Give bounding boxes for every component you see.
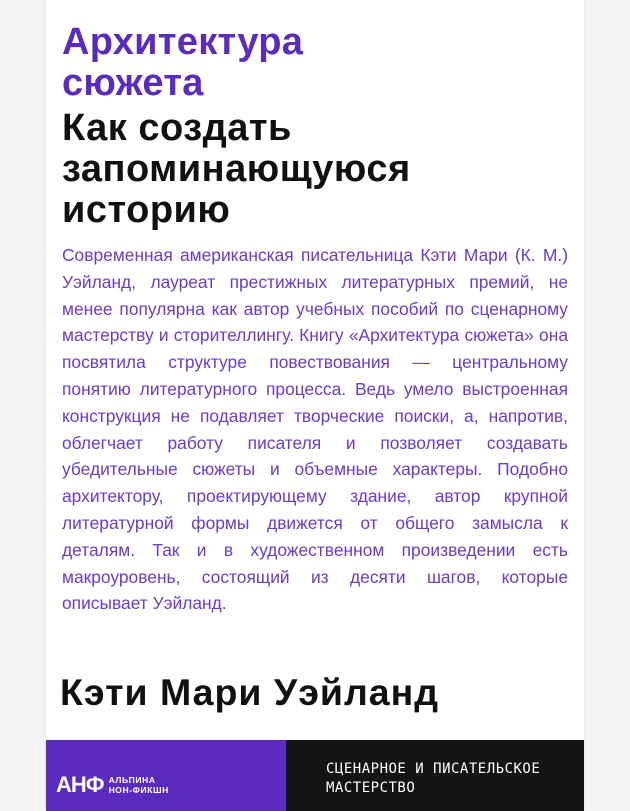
book-description: Современная американская писательница Кэти Мари (К. М.) Уэйланд, лауреат престижных литературных премий, не менее популярна как автор учебных пособий по сценарному мастерству и сторителлингу. Книгу «Архитектура сюжета» она посвятила структуре повествования — центральному понятию литературного процесса. Ведь умело выстроенная конструкция не подавляет творческие поиски, а, напротив, облегчает работу писателя и позволяет создавать убедительные сюжеты и объемные характеры. Подобно архитектору, проектирующему здание, автор крупной литературной формы движется от общего замысла к деталям. Так и в художественном произведении есть макроуровень, состоящий из десяти шагов, которые описывает Уэйланд. xyxy=(62,245,568,614)
publisher-name xyxy=(109,775,169,795)
publisher-line-1: АЛЬПИНА xyxy=(108,775,156,785)
author-name: Кэти Мари Уэйланд xyxy=(60,671,440,713)
title-line-1: Архитектура xyxy=(62,21,304,63)
subtitle-line-3: историю xyxy=(62,189,231,231)
book-cover xyxy=(46,0,584,811)
publisher-line-2: НОН-ФИКШН xyxy=(108,785,169,795)
title-line-2: сюжета xyxy=(62,62,204,104)
publisher-panel xyxy=(46,740,286,811)
series-panel xyxy=(286,740,584,811)
series-line-1: СЦЕНАРНОЕ И ПИСАТЕЛЬСКОЕ xyxy=(326,761,541,777)
series-line-2: МАСТЕРСТВО xyxy=(326,780,416,796)
subtitle-line-2: запоминающуюся xyxy=(62,148,411,190)
subtitle-line-1: Как создать xyxy=(62,107,292,149)
publisher-logo xyxy=(56,774,169,796)
book-title xyxy=(62,22,562,104)
bottom-band xyxy=(46,740,584,811)
logo-mark-icon: АНФ xyxy=(56,772,104,797)
book-subtitle xyxy=(62,108,572,231)
series-name xyxy=(326,760,576,798)
